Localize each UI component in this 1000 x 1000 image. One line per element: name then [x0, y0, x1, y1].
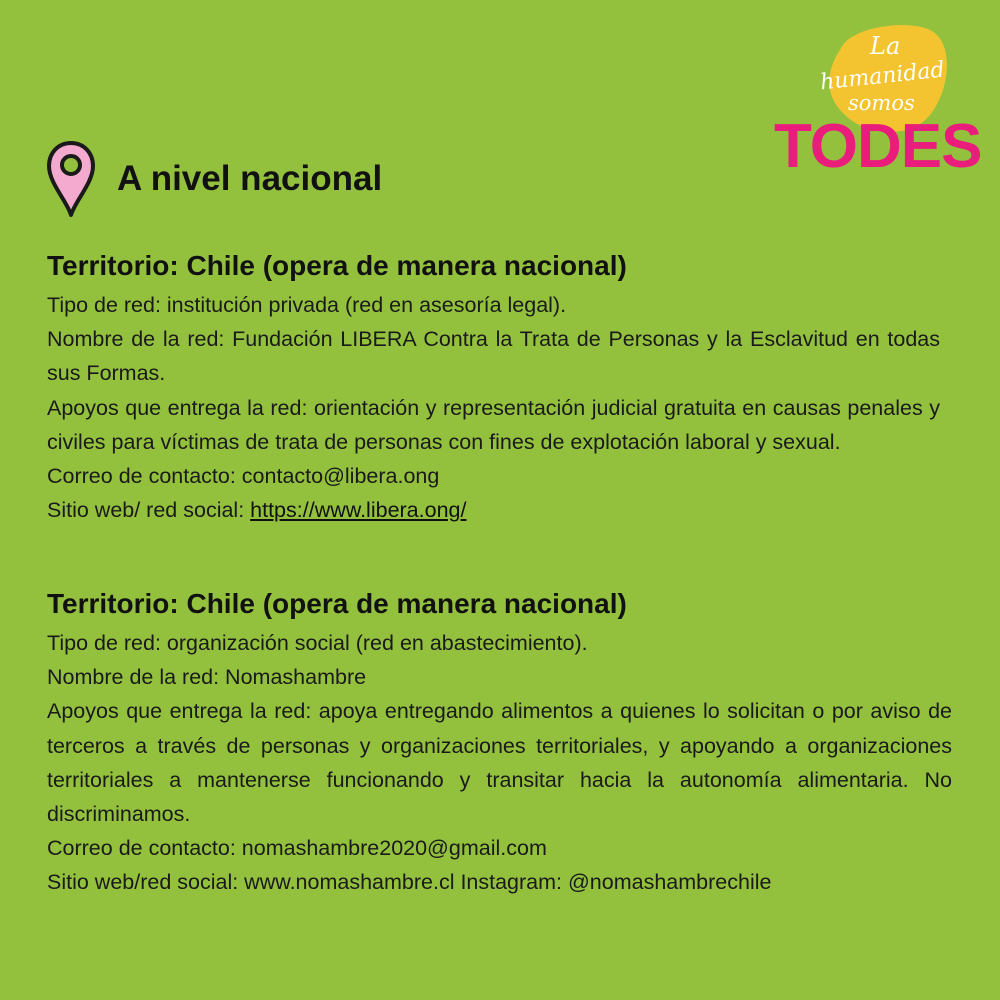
entry-website: Sitio web/red social: www.nomashambre.cl Instagram: @nomashambrechile [47, 870, 772, 895]
entry-support: Apoyos que entrega la red: apoya entregando alimentos a quienes lo solicitan o por aviso de terceros a través de personas y organizaciones territoriales, y apoyando a organizaciones territoriales a mantenerse funcionando y transitar hacia la autonomía alimentaria. No discriminamos. [47, 699, 952, 827]
brand-logo [770, 20, 985, 180]
network-entry-libera [47, 246, 940, 527]
entry-name: Nombre de la red: Fundación LIBERA Contra la Trata de Personas y la Esclavitud en todas sus Formas. [47, 327, 940, 386]
entry-website-link[interactable]: https://www.libera.ong/ [250, 498, 467, 523]
network-entry-nomashambre [47, 584, 952, 900]
page-title: A nivel nacional [117, 159, 383, 198]
entry-website-label: Sitio web/ red social: [47, 498, 251, 523]
entry-type: Tipo de red: organización social (red en abastecimiento). [47, 631, 588, 655]
entry-title: Territorio: Chile (opera de manera nacional) [47, 250, 627, 281]
entry-email: Correo de contacto: nomashambre2020@gmail.com [47, 836, 547, 861]
entry-email: Correo de contacto: contacto@libera.ong [47, 464, 440, 489]
logo-line-todes: TODES [774, 112, 982, 181]
entry-website [47, 493, 940, 527]
entry-title: Territorio: Chile (opera de manera nacional) [47, 588, 627, 619]
logo-line-somos: somos [848, 91, 915, 115]
logo-line-humanidad: humanidad [818, 57, 946, 96]
entry-type: Tipo de red: institución privada (red en asesoría legal). [47, 293, 567, 317]
entry-name: Nombre de la red: Nomashambre [47, 665, 367, 690]
map-pin-icon [45, 139, 97, 219]
logo-line-la: La [870, 32, 901, 60]
entry-support: Apoyos que entrega la red: orientación y representación judicial gratuita en causas penales y civiles para víctimas de trata de personas con fines de explotación laboral y sexual. [47, 395, 940, 454]
section-heading [45, 138, 382, 220]
